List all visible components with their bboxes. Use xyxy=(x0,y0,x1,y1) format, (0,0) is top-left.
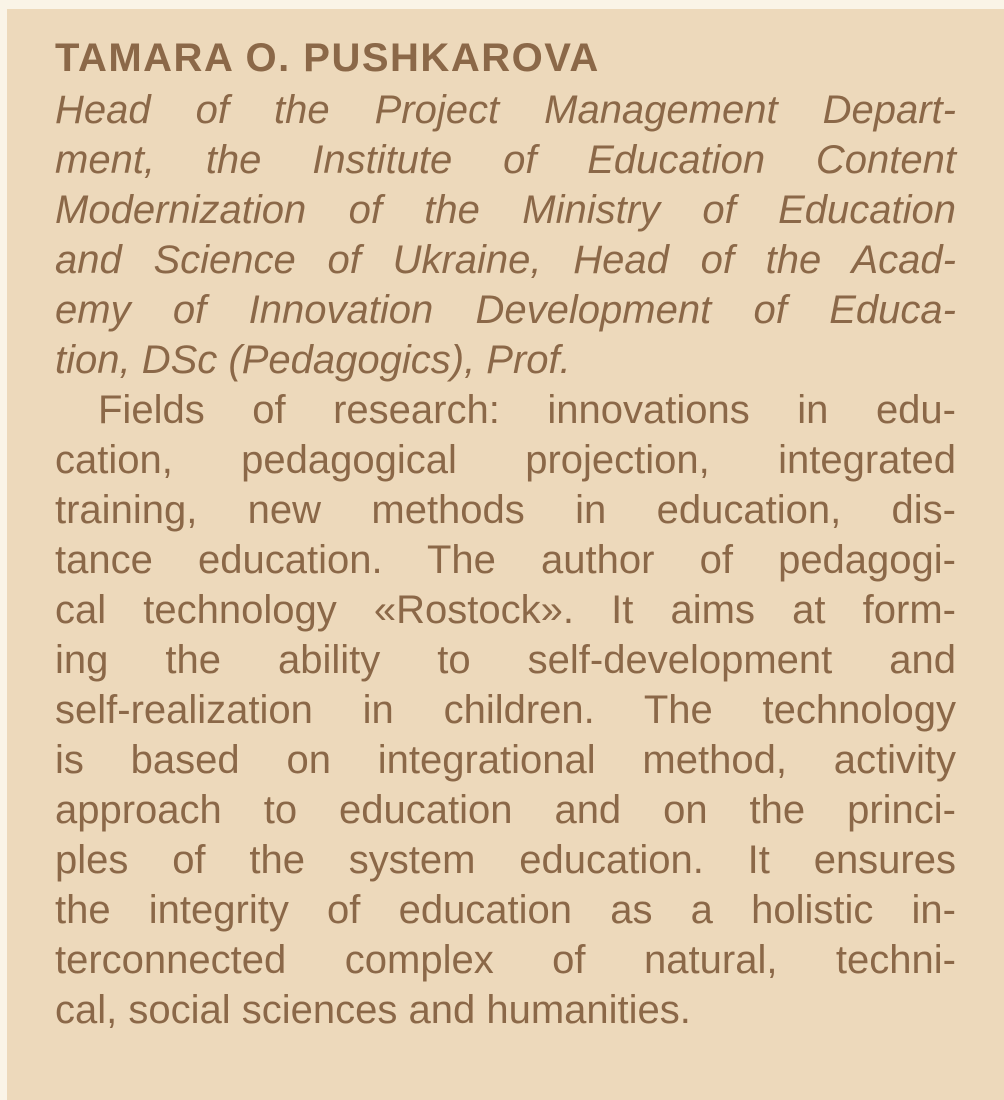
research-line: cal technology «Rostock». It aims at form- xyxy=(55,588,956,632)
research-line: terconnected complex of natural, techni- xyxy=(55,938,956,982)
position-line: Modernization of the Ministry of Education xyxy=(55,188,956,232)
position-line: emy of Innovation Development of Educa- xyxy=(55,288,956,332)
position-line: ment, the Institute of Education Content xyxy=(55,138,956,182)
research-line: ing the ability to self-development and xyxy=(55,638,956,682)
research-line: is based on integrational method, activity xyxy=(55,738,956,782)
research-line: training, new methods in education, dis- xyxy=(55,488,956,532)
profile-card xyxy=(7,9,1004,1100)
profile-text xyxy=(55,33,956,1035)
research-line: self-realization in children. The technology xyxy=(55,688,956,732)
position-line: tion, DSc (Pedagogics), Prof. xyxy=(55,338,571,382)
research-line: approach to education and on the princi- xyxy=(55,788,956,832)
research-line: the integrity of education as a holistic in- xyxy=(55,888,956,932)
position-line: Head of the Project Management Depart- xyxy=(55,88,956,132)
research-line: cation, pedagogical projection, integrated xyxy=(55,438,956,482)
profile-research xyxy=(55,385,956,1035)
research-line: cal, social sciences and humanities. xyxy=(55,988,691,1032)
profile-position xyxy=(55,85,956,385)
research-line: Fields of research: innovations in edu- xyxy=(98,388,956,432)
position-line: and Science of Ukraine, Head of the Acad- xyxy=(55,238,956,282)
profile-name: TAMARA O. PUSHKAROVA xyxy=(55,36,600,80)
research-line: tance education. The author of pedagogi- xyxy=(55,538,956,582)
research-line: ples of the system education. It ensures xyxy=(55,838,956,882)
